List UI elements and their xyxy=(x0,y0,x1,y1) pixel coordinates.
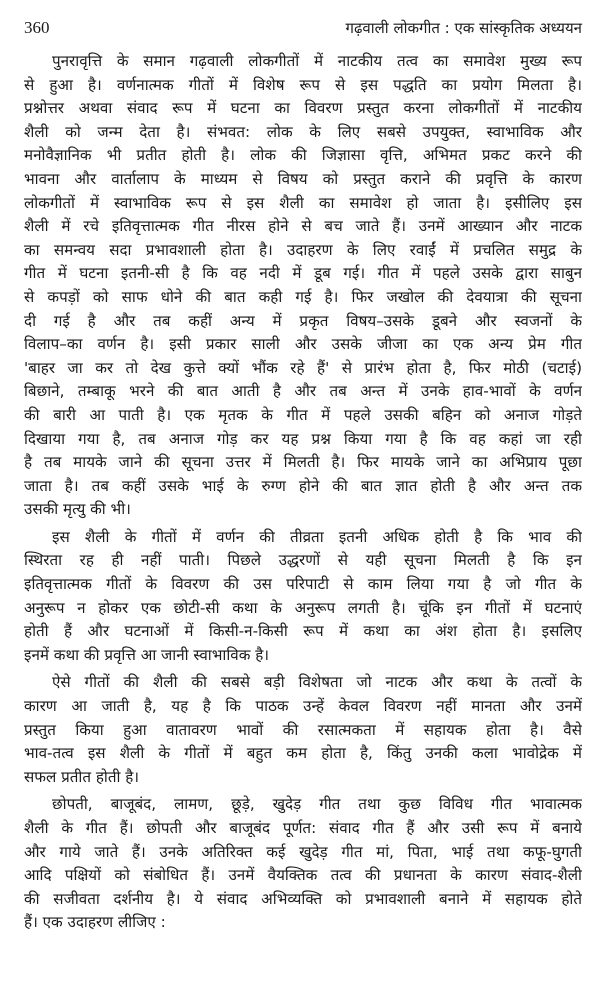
text-line: स्थिरता रह ही नहीं पाती। पिछले उद्धरणों से यही सूचना मिलती है कि इन xyxy=(24,551,582,570)
paragraph-narrative-intensity xyxy=(24,526,582,668)
page-number: 360 xyxy=(24,18,50,37)
text-line: इस शैली के गीतों में वर्णन की तीव्रता इतनी अधिक होती है कि भाव की xyxy=(52,527,582,546)
text-line: प्रस्तुत किया हुआ वातावरण भावों की रसात्मकता में सहायक होता है। वैसे xyxy=(24,720,582,739)
text-line: दी गई है और तब कहीं अन्य में प्रकृत विषय–उसके डूबने और स्वजनों के xyxy=(24,311,582,330)
text-line: आदि पक्षियों को संबोधित हैं। उनमें वैयक्तिक तत्व की प्रधानता के कारण संवाद-शैली xyxy=(24,866,582,885)
text-line: की बारी आ पाती है। एक मृतक के गीत में पहले उसकी बहिन को अनाज गोड़ते xyxy=(24,405,582,424)
text-line: की सजीवता दर्शनीय है। ये संवाद अभिव्यक्ति को प्रभावशाली बनाने में सहायक होते xyxy=(24,889,582,908)
text-line: का समन्वय सदा प्रभावशाली होता है। उदाहरण के लिए रवाईं में प्रचलित समुद्र के xyxy=(24,240,582,259)
text-line: जाता है। तब कहीं उसके भाई के रुग्ण होने की बात ज्ञात होती है और अन्त तक xyxy=(24,476,582,495)
text-line: शैली को जन्म देता है। संभवत: लोक के लिए सबसे उपयुक्त, स्वाभाविक और xyxy=(24,122,582,141)
text-line: इतिवृत्तात्मक गीतों के विवरण की उस परिपाटी से काम लिया गया है जो गीत के xyxy=(24,575,582,594)
text-line: उसकी मृत्यु की भी। xyxy=(24,500,131,519)
text-line: इनमें कथा की प्रवृत्ति आ जानी स्वाभाविक है। xyxy=(24,645,270,664)
text-line: बिछाने, तम्बाकू भरने की बात आती है और तब अन्त में उनके हाव-भावों के वर्णन xyxy=(24,382,582,401)
text-line: भावना और वार्तालाप के माध्यम से विषय को प्रस्तुत कराने की प्रवृत्ति के कारण xyxy=(24,169,582,188)
text-line: शैली में रचे इतिवृत्तात्मक गीत नीरस होने से बच जाते हैं। उनमें आख्यान और नाटक xyxy=(24,217,582,236)
text-line: और गाये जाते हैं। उनके अतिरिक्त कई खुदेड़ गीत मां, पिता, भाई तथा कफू-घुगती xyxy=(24,842,582,861)
text-line: हैं। एक उदाहरण लीजिए : xyxy=(24,913,166,932)
text-line: से हुआ है। वर्णनात्मक गीतों में विशेष रूप से इस पद्धति का प्रयोग मिलता है। xyxy=(24,75,582,94)
text-line: पुनरावृत्ति के समान गढ़वाली लोकगीतों में नाटकीय तत्व का समावेश मुख्य रूप xyxy=(52,52,582,70)
paragraph-emotional-style xyxy=(24,793,582,935)
text-line: सफल प्रतीत होती है। xyxy=(24,767,140,786)
book-title: गढ़वाली लोकगीत : एक सांस्कृतिक अध्ययन xyxy=(345,19,582,37)
text-line: छोपती, बाजूबंद, लामण, छूड़े, खुदेड़ गीत तथा कुछ विविध गीत भावात्मक xyxy=(52,795,582,814)
text-line: विलाप–का वर्णन है। इसी प्रकार साली और उसके जीजा का एक अन्य प्रेम गीत xyxy=(24,335,582,354)
text-line: भाव-तत्व इस शैली के गीतों में बहुत कम होता है, किंतु उनकी कला भावोद्रेक में xyxy=(24,744,582,763)
text-line: दिखाया गया है, तब अनाज गोड़ कर यह प्रश्न किया गया है कि वह कहां जा रही xyxy=(24,429,582,448)
paragraph-style-feature xyxy=(24,671,582,789)
text-line: कारण आ जाती है, यह है कि पाठक उन्हें केवल विवरण नहीं मानता और उनमें xyxy=(24,697,582,716)
book-page xyxy=(24,18,582,939)
text-line: से कपड़ों को साफ धोने की बात कही गई है। फिर जखोल की देवयात्रा की सूचना xyxy=(24,287,582,306)
text-line: शैली के गीत हैं। छोपती और बाजूबंद पूर्णत: संवाद गीत हैं और उसी रूप में बनाये xyxy=(24,819,582,837)
text-line: प्रश्नोत्तर अथवा संवाद रूप में घटना का विवरण प्रस्तुत करना लोकगीतों में नाटकीय xyxy=(24,99,582,118)
paragraph-dramatic-element xyxy=(24,50,582,522)
text-line: 'बाहर जा कर तो देख कुत्ते क्यों भौंक रहे हैं' से प्रारंभ होता है, फिर मोठी (चटाई) xyxy=(24,358,582,377)
text-line: ऐसे गीतों की शैली की सबसे बड़ी विशेषता जो नाटक और कथा के तत्वों के xyxy=(52,673,582,692)
text-line: गीत में घटना इतनी-सी है कि वह नदी में डूब गई। गीत में पहले उसके द्वारा साबुन xyxy=(24,264,582,283)
text-line: होती हैं और घटनाओं में किसी-न-किसी रूप में कथा का अंश होता है। इसलिए xyxy=(24,622,582,641)
text-line: लोकगीतों में स्वाभाविक रूप से इस शैली का समावेश हो जाता है। इसीलिए इस xyxy=(24,193,582,212)
running-header xyxy=(24,18,582,48)
text-line: मनोवैज्ञानिक भी प्रतीत होती है। लोक की जिज्ञासा वृत्ति, अभिमत प्रकट करने की xyxy=(24,146,582,165)
text-line: है तब मायके जाने की सूचना उत्तर में मिलती है। फिर मायके जाने का अभिप्राय पूछा xyxy=(24,453,582,472)
text-line: अनुरूप न होकर एक छोटी-सी कथा के अनुरूप लगती है। चूंकि इन गीतों में घटनाएं xyxy=(24,598,582,617)
